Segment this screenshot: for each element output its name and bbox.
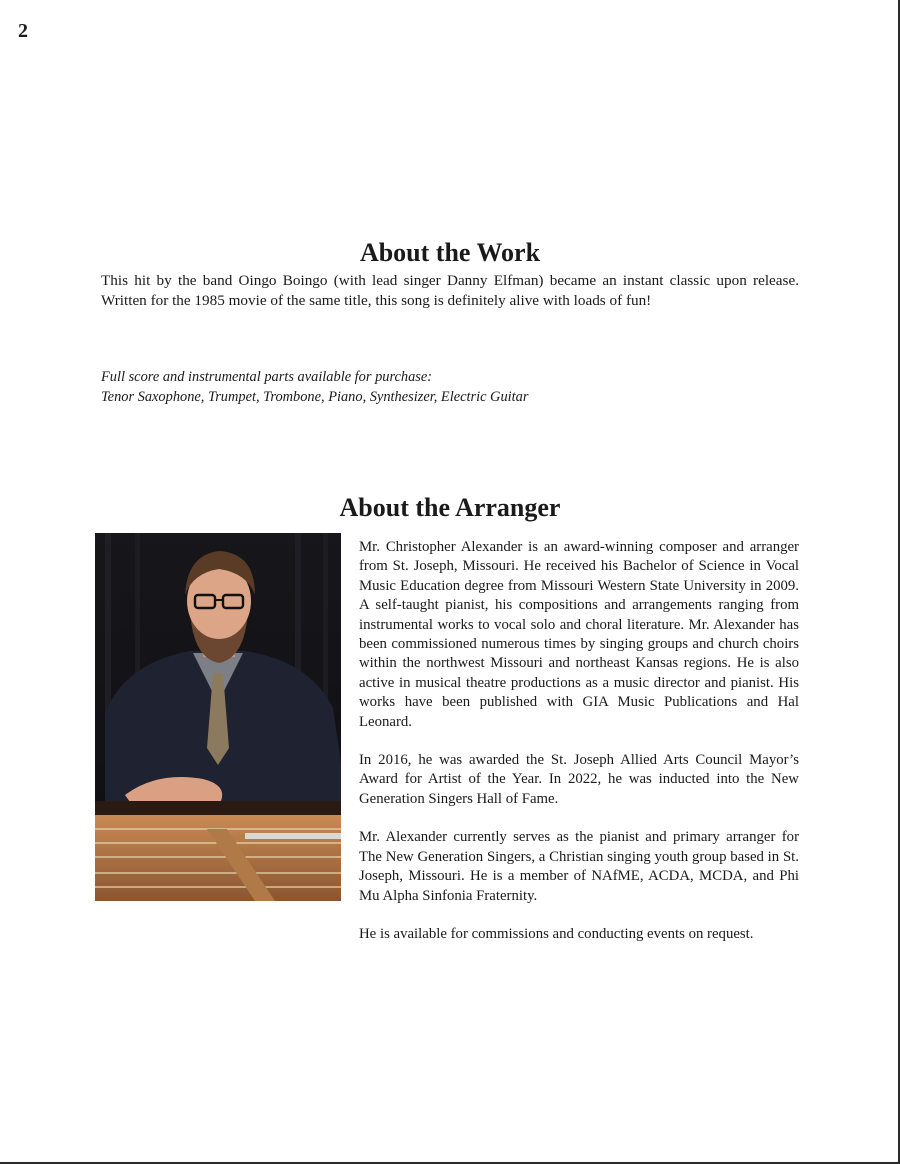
bio-paragraph: He is available for commissions and conducting events on request. [359,925,754,942]
bio-paragraph: In 2016, he was awarded the St. Joseph Allied Arts Council Mayor’s Award for Artist of the Year. In 2022, he was inducted into the New Generation Singers Hall of Fame. [359,752,799,807]
parts-availability [101,367,799,407]
arranger-bio [359,538,799,963]
parts-label: Full score and instrumental parts available for purchase: [101,369,433,385]
bio-paragraph: Mr. Christopher Alexander is an award-winning composer and arranger from St. Joseph, Missouri. He received his Bachelor of Science in Vocal Music Education degree from Missouri Western State University in 2009. A self-taught pianist, his compositions and arrangements ranging from instrumental works to vocal solo and choral literature. Mr. Alexander has been commissioned numerous times by singing groups and church choirs within the northwest Missouri and northeast Kansas regions. He is also active in musical theatre productions as a music director and pianist. His works have been published with GIA Music Publications and Hal Leonard. [359,539,799,730]
work-description: This hit by the band Oingo Boingo (with lead singer Danny Elfman) became an instant classic upon release. Written for the 1985 movie of the same title, this song is definitely alive with loads of fun! [101,272,799,309]
parts-list: Tenor Saxophone, Trumpet, Trombone, Piano, Synthesizer, Electric Guitar [101,389,529,405]
bio-paragraph: Mr. Alexander currently serves as the pianist and primary arranger for The New Generation Singers, a Christian singing youth group based in St. Joseph, Missouri. He is a member of NAfME, ACDA, MCDA, and Phi Mu Alpha Sinfonia Fraternity. [359,829,799,904]
arranger-photo [95,533,341,901]
page-number: 2 [18,20,28,42]
about-arranger-heading: About the Arranger [339,493,561,522]
about-work-heading: About the Work [359,238,541,267]
